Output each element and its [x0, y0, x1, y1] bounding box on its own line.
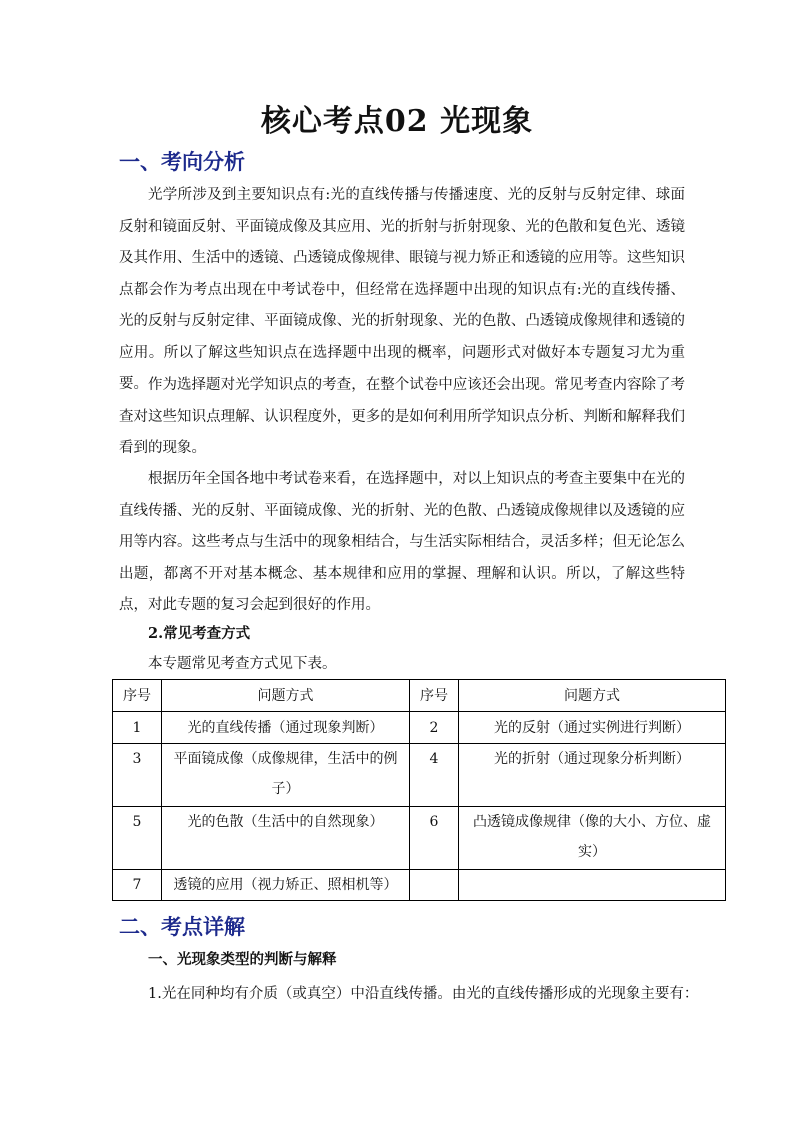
cell-method: 透镜的应用（视力矫正、照相机等）	[162, 870, 410, 901]
subheading-light-phenomena: 一、光现象类型的判断与解释	[148, 951, 337, 968]
header-method-2: 问题方式	[459, 680, 726, 712]
paragraph-exam-focus: 作为选择题对光学知识点的考查，在整个试卷中应该还会出现。常见考查内容除了考查对这些知识点理解、认识程度外，更多的是如何利用所学知识点分析、判断和解释我们看到的现象。	[119, 377, 685, 456]
table-intro-text: 本专题常见考查方式见下表。	[148, 656, 337, 672]
section-heading-analysis: 一、考向分析	[119, 149, 245, 174]
paragraph-history-analysis: 根据历年全国各地中考试卷来看，在选择题中，对以上知识点的考查主要集中在光的直线传播、光的反射、平面镜成像、光的折射、光的色散、凸透镜成像规律以及透镜的应用等内容。这些考点与生活中的现象相结合，与生活实际相结合，灵活多样；但无论怎么出题，都离不开对基本概念、基本规律和应用的掌握、理解和认识。所以，了解这些特点，对此专题的复习会起到很好的作用。	[119, 471, 685, 613]
table-row	[113, 870, 726, 901]
cell-method	[459, 870, 726, 901]
cell-index: 3	[113, 744, 162, 807]
cell-index: 4	[410, 744, 459, 807]
section-heading-details: 二、考点详解	[119, 914, 245, 939]
cell-method: 凸透镜成像规律（像的大小、方位、虚实）	[459, 807, 726, 870]
cell-index: 1	[113, 712, 162, 744]
header-index-2: 序号	[410, 680, 459, 712]
cell-method: 光的直线传播（通过现象判断）	[162, 712, 410, 744]
header-index-1: 序号	[113, 680, 162, 712]
item-straight-line-propagation: 1.光在同种均有介质（或真空）中沿直线传播。由光的直线传播形成的光现象主要有：	[148, 986, 699, 1002]
cell-index: 5	[113, 807, 162, 870]
cell-method: 光的色散（生活中的自然现象）	[162, 807, 410, 870]
cell-method: 光的折射（通过现象分析判断）	[459, 744, 726, 807]
cell-method: 平面镜成像（成像规律，生活中的例子）	[162, 744, 410, 807]
table-row	[113, 807, 726, 870]
table-row	[113, 712, 726, 744]
cell-index: 2	[410, 712, 459, 744]
table-row	[113, 744, 726, 807]
table-header-row	[113, 680, 726, 712]
header-method-1: 问题方式	[162, 680, 410, 712]
cell-index: 7	[113, 870, 162, 901]
cell-method: 光的反射（通过实例进行判断）	[459, 712, 726, 744]
cell-index	[410, 870, 459, 901]
exam-methods-table	[112, 679, 726, 901]
paragraph-knowledge-points: 光学所涉及到主要知识点有:光的直线传播与传播速度、光的反射与反射定律、球面反射和镜面反射、平面镜成像及其应用、光的折射与折射现象、光的色散和复色光、透镜及其作用、生活中的透镜、凸透镜成像规律、眼镜与视力矫正和透镜的应用等。这些知识点都会作为考点出现在中考试卷中，但经常在选择题中出现的知识点有:光的直线传播、光的反射与反射定律、平面镜成像、光的折射现象、光的色散、凸透镜成像规律和透镜的应用。所以了解这些知识点在选择题中出现的概率，问题形式对做好本专题复习尤为重要。	[119, 187, 685, 392]
subheading-exam-methods: 2.常见考查方式	[148, 625, 251, 642]
page-title: 核心考点02 光现象	[260, 104, 534, 139]
cell-index: 6	[410, 807, 459, 870]
